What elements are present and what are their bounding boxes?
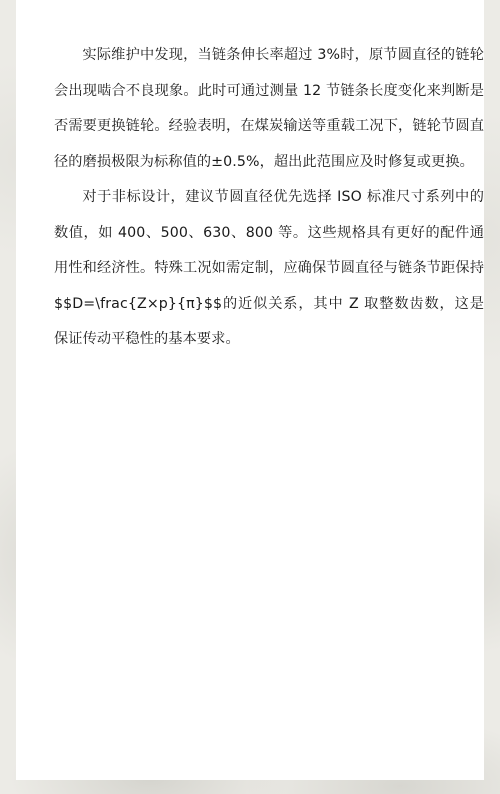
document-page <box>16 0 484 780</box>
document-body <box>54 38 484 358</box>
paragraph-maintenance: 实际维护中发现，当链条伸长率超过 3%时，原节圆直径的链轮会出现啮合不良现象。此时可通过测量 12 节链条长度变化来判断是否需要更换链轮。经验表明，在煤炭输送等重载工况下，链轮节圆直径的磨损极限为标称值的±0.5%，超出此范围应及时修复或更换。 <box>54 47 484 170</box>
paragraph-nonstandard-design: 对于非标设计，建议节圆直径优先选择 ISO 标准尺寸系列中的数值，如 400、500、630、800 等。这些规格具有更好的配件通用性和经济性。特殊工况如需定制，应确保节圆直径与链条节距保持$$D=\frac{Z×p}{π}$$的近似关系，其中 Z 取整数齿数，这是保证传动平稳性的基本要求。 <box>54 189 484 347</box>
